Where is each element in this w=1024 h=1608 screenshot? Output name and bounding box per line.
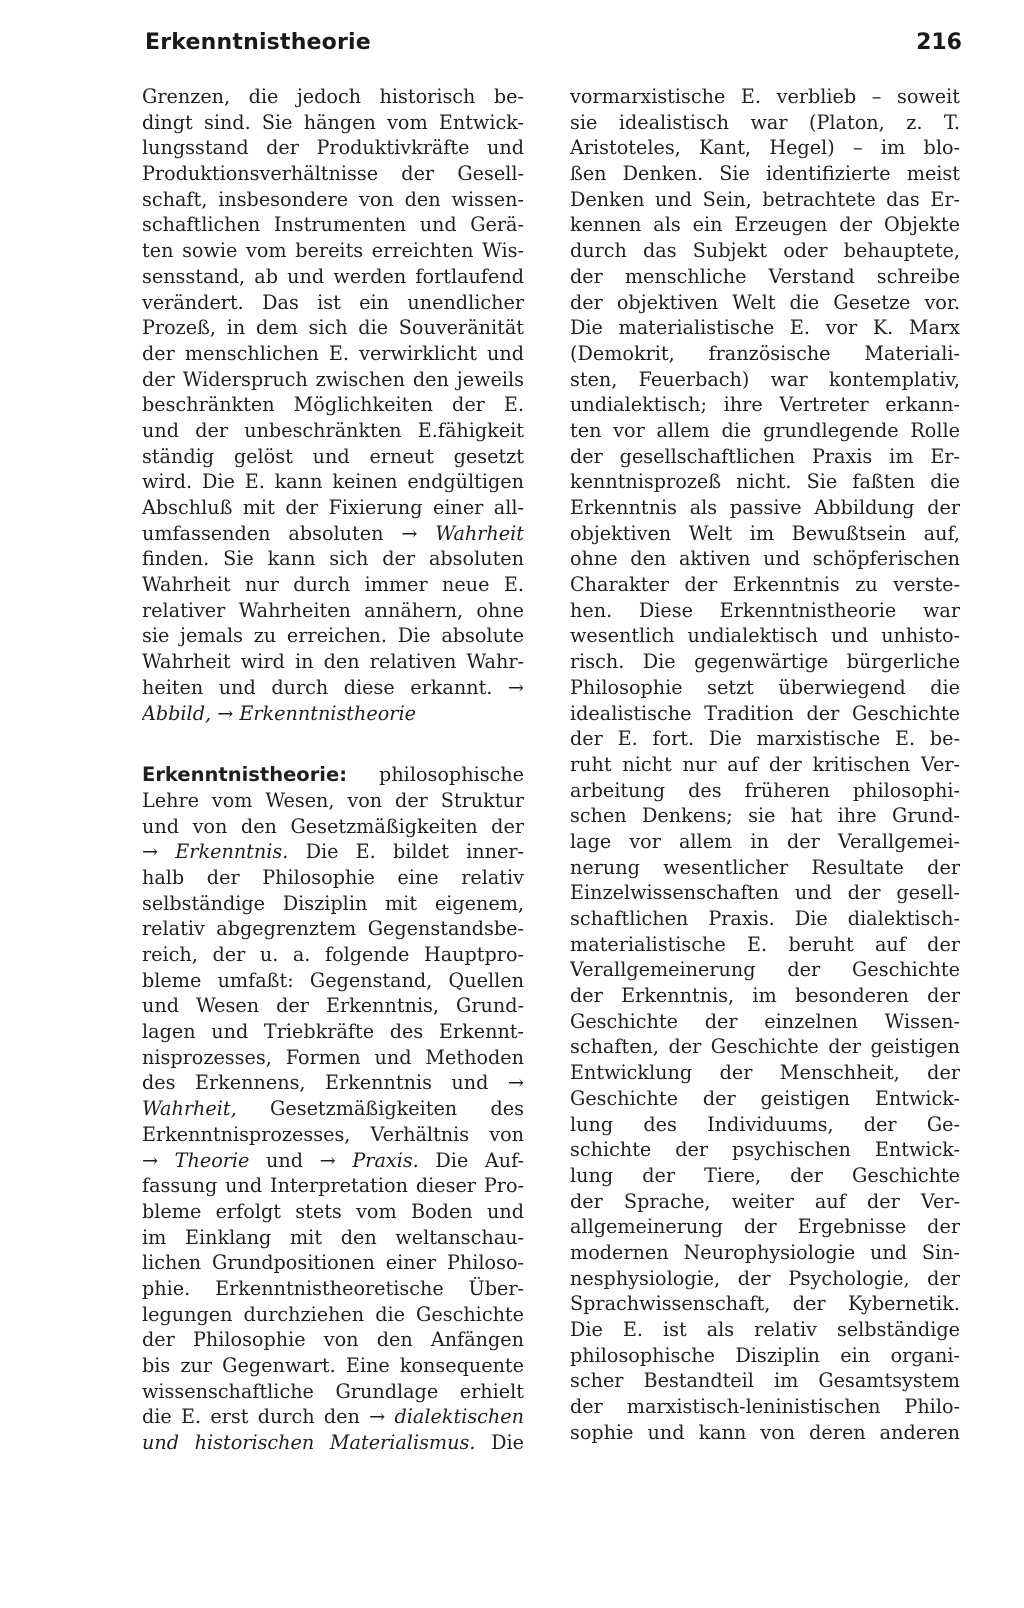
text-line: Erkenntnis als passive Abbildung der <box>570 496 960 519</box>
text-line: bis zur Gegenwart. Eine konsequente <box>142 1354 524 1377</box>
text-line: kennen als ein Erzeugen der Objekte <box>570 213 960 237</box>
text-line <box>142 1404 524 1430</box>
text-line <box>142 701 524 727</box>
running-header-title: Erkenntnistheorie <box>145 30 371 55</box>
text-line <box>142 1430 524 1456</box>
text-line: hen. Diese Erkenntnistheorie war <box>570 598 960 622</box>
text-line: Lehre vom Wesen, von der Struktur <box>142 788 524 812</box>
text-line: der Widerspruch zwischen den jeweils <box>142 367 524 391</box>
text-fragment: Die Auf- <box>435 1148 524 1172</box>
text-line <box>142 1096 524 1122</box>
cross-reference-praxis[interactable]: → Praxis. <box>319 1148 419 1172</box>
text-line: sie jemals zu erreichen. Die absolute <box>142 624 524 648</box>
text-line: sophie und kann von deren anderen <box>570 1420 960 1444</box>
text-line: wissenschaftliche Grundlage erhielt <box>142 1379 524 1403</box>
text-fragment: Die <box>491 1431 524 1455</box>
text-fragment: und <box>266 1148 304 1172</box>
text-line: sie idealistisch war (Platon, z. T. <box>570 110 960 134</box>
text-line: lichen Grundpositionen einer Philoso- <box>142 1251 524 1275</box>
text-line: selbständige Disziplin mit eigenem, <box>142 891 524 915</box>
text-line: durch das Subjekt oder behauptete, <box>570 239 960 263</box>
text-line: schaften, der Geschichte der geistigen <box>570 1035 960 1059</box>
text-line: Erkenntnisprozesses, Verhältnis von <box>142 1122 524 1146</box>
cross-reference-wahrheit[interactable]: → Wahrheit <box>401 521 524 545</box>
text-line: idealistische Tradition der Geschichte <box>570 701 960 725</box>
text-line: Die E. ist als relativ selbständige <box>570 1318 960 1341</box>
entry-headword: Erkenntnistheorie: <box>142 763 348 787</box>
text-line: vormarxistische E. verblieb – soweit <box>570 85 960 108</box>
text-line: Wahrheit wird in den relativen Wahr- <box>142 650 524 674</box>
text-line: sensstand, ab und werden fortlaufend <box>142 264 524 288</box>
text-line: ständig gelöst und erneut gesetzt <box>142 444 524 468</box>
text-line: nerung wesentlicher Resultate der <box>570 855 960 879</box>
text-line: beschränkten Möglichkeiten der E. <box>142 393 524 417</box>
text-line: modernen Neurophysiologie und Sin- <box>570 1240 960 1264</box>
text-line: der Erkenntnis, im besonderen der <box>570 984 960 1008</box>
text-line: dingt sind. Sie hängen vom Entwick- <box>142 110 524 134</box>
text-line: Sprachwissenschaft, der Kybernetik. <box>570 1292 960 1316</box>
cross-reference-theorie[interactable]: → Theorie <box>142 1148 250 1172</box>
text-line: risch. Die gegenwärtige bürgerliche <box>570 650 960 674</box>
text-line: lung der Tiere, der Geschichte <box>570 1163 960 1187</box>
text-line: Abschluß mit der Fixierung einer all- <box>142 496 524 519</box>
text-line: Denken und Sein, betrachtete das Er- <box>570 187 960 211</box>
text-line: Einzelwissenschaften und der gesell- <box>570 881 960 905</box>
text-line: ten sowie vom bereits erreichten Wis- <box>142 239 524 263</box>
text-line: nisprozesses, Formen und Methoden <box>142 1045 524 1069</box>
text-line: im Einklang mit den weltanschau- <box>142 1225 524 1249</box>
text-line: Geschichte der einzelnen Wissen- <box>570 1009 960 1033</box>
text-line: der Philosophie von den Anfängen <box>142 1328 524 1352</box>
right-column <box>570 84 960 1445</box>
text-line: lagen und Triebkräfte des Erkennt- <box>142 1020 524 1044</box>
text-line: philosophische Disziplin ein organi- <box>570 1343 960 1367</box>
text-line: schichte der psychischen Entwick- <box>570 1138 960 1162</box>
text-line: Philosophie setzt überwiegend die <box>570 675 960 699</box>
text-line: Entwicklung der Menschheit, der <box>570 1061 960 1085</box>
text-line: lage vor allem in der Verallgemei- <box>570 829 960 853</box>
text-line: finden. Sie kann sich der absoluten <box>142 547 524 571</box>
text-line: des Erkennens, Erkenntnis und → <box>142 1071 524 1095</box>
text-line: legungen durchziehen die Geschichte <box>142 1302 524 1326</box>
text-fragment: Gesetzmäßigkeiten des <box>270 1097 524 1121</box>
text-line: schaftlichen Instrumenten und Gerä- <box>142 213 524 237</box>
text-line: der menschliche Verstand schreibe <box>570 264 960 288</box>
text-line: nesphysiologie, der Psychologie, der <box>570 1266 960 1290</box>
cross-reference-abbild[interactable]: Abbild, <box>142 701 212 725</box>
text-line: Produktionsverhältnisse der Gesell- <box>142 162 524 186</box>
text-line: Charakter der Erkenntnis zu verste- <box>570 573 960 597</box>
text-line: materialistische E. beruht auf der <box>570 932 960 956</box>
text-line: Die materialistische E. vor K. Marx <box>570 316 960 340</box>
text-line: Verallgemeinerung der Geschichte <box>570 958 960 982</box>
text-line: sten, Feuerbach) war kontemplativ, <box>570 367 960 391</box>
text-line: lungsstand der Produktivkräfte und <box>142 136 524 160</box>
text-line: fassung und Interpretation dieser Pro- <box>142 1174 524 1198</box>
text-line: ruht nicht nur auf der kritischen Ver- <box>570 752 960 776</box>
text-line: allgemeinerung der Ergebnisse der <box>570 1215 960 1239</box>
text-line: Wahrheit nur durch immer neue E. <box>142 573 524 597</box>
text-line <box>142 762 524 788</box>
text-fragment: umfassenden absoluten <box>142 521 384 545</box>
text-line: und Wesen der Erkenntnis, Grund- <box>142 994 524 1018</box>
text-line: phie. Erkenntnistheoretische Über- <box>142 1276 524 1300</box>
text-line: der Sprache, weiter auf der Ver- <box>570 1189 960 1213</box>
text-line: der gesellschaftlichen Praxis im Er- <box>570 444 960 468</box>
cross-reference-dialektischen[interactable]: → dialektischen <box>369 1405 524 1429</box>
text-line <box>142 521 524 547</box>
text-line: bleme umfaßt: Gegenstand, Quellen <box>142 968 524 992</box>
text-line: schaft, insbesondere von den wissen- <box>142 187 524 211</box>
text-line: Grenzen, die jedoch historisch be- <box>142 85 524 108</box>
text-line: reich, der u. a. folgende Hauptpro- <box>142 943 524 966</box>
text-line: verändert. Das ist ein unendlicher <box>142 290 524 314</box>
text-line: ßen Denken. Sie identifizierte meist <box>570 162 960 186</box>
text-line: Geschichte der geistigen Entwick- <box>570 1086 960 1110</box>
text-line: der menschlichen E. verwirklicht und <box>142 341 524 365</box>
entry-gap <box>142 726 524 762</box>
text-fragment: die E. erst durch den <box>142 1405 360 1429</box>
cross-reference-wahrheit-2[interactable]: Wahrheit, <box>142 1097 237 1121</box>
left-column <box>142 84 524 1456</box>
text-line: arbeitung des früheren philosophi- <box>570 778 960 802</box>
text-line: kenntnisprozeß nicht. Sie faßten die <box>570 470 960 494</box>
text-fragment: philosophische <box>379 763 524 787</box>
page-number: 216 <box>916 30 962 55</box>
cross-reference-erkenntnistheorie[interactable]: → Erkenntnistheorie <box>217 701 416 725</box>
text-line: Aristoteles, Kant, Hegel) – im blo- <box>570 136 960 160</box>
text-line <box>142 1148 524 1174</box>
text-line: halb der Philosophie eine relativ <box>142 865 524 889</box>
cross-reference-erkenntnis[interactable]: → Erkenntnis. <box>142 840 289 864</box>
text-line: wesentlich undialektisch und unhisto- <box>570 624 960 648</box>
text-line: der E. fort. Die marxistische E. be- <box>570 727 960 751</box>
text-line: objektiven Welt im Bewußtsein auf, <box>570 521 960 545</box>
text-line: Prozeß, in dem sich die Souveränität <box>142 316 524 340</box>
text-line: und von den Gesetzmäßigkeiten der <box>142 814 524 838</box>
text-line: lung des Individuums, der Ge- <box>570 1112 960 1136</box>
text-line: und der unbeschränkten E.fähigkeit <box>142 418 524 442</box>
text-line: relativ abgegrenztem Gegenstandsbe- <box>142 917 524 941</box>
text-line: der marxistisch-leninistischen Philo- <box>570 1395 960 1419</box>
text-line <box>142 675 524 701</box>
text-fragment: Die E. bildet inner- <box>305 840 524 864</box>
text-line: ten vor allem die grundlegende Rolle <box>570 418 960 442</box>
text-fragment: heiten und durch diese erkannt. <box>142 675 493 699</box>
cross-reference-historischen-materialismus[interactable]: und historischen Materialismus. <box>142 1431 476 1455</box>
text-line: wird. Die E. kann keinen endgültigen <box>142 470 524 494</box>
text-line: bleme erfolgt stets vom Boden und <box>142 1199 524 1223</box>
text-line: schaftlichen Praxis. Die dialektisch- <box>570 907 960 930</box>
text-line: undialektisch; ihre Vertreter erkann- <box>570 393 960 417</box>
arrow-reference: → <box>507 675 524 699</box>
text-line <box>142 839 524 865</box>
text-line: der objektiven Welt die Gesetze vor. <box>570 290 960 314</box>
text-line: scher Bestandteil im Gesamtsystem <box>570 1369 960 1393</box>
text-line: (Demokrit, französische Materiali- <box>570 341 960 365</box>
text-line: schen Denkens; sie hat ihre Grund- <box>570 804 960 828</box>
text-line: relativer Wahrheiten annähern, ohne <box>142 598 524 622</box>
text-line: ohne den aktiven und schöpferischen <box>570 547 960 571</box>
